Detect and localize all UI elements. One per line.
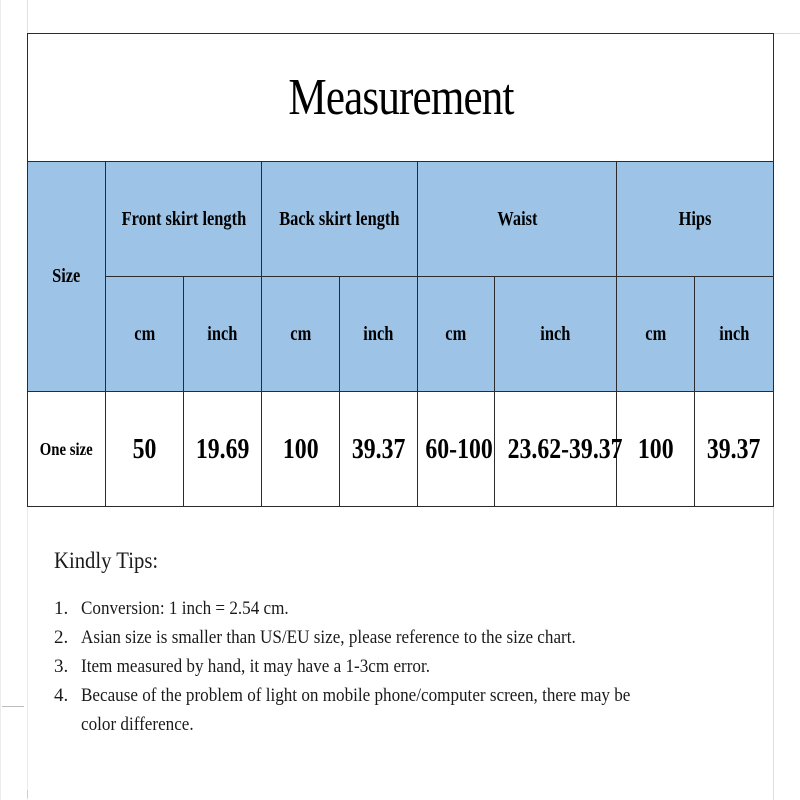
header-label: Back skirt length bbox=[279, 207, 400, 230]
cell-value: 60-100 bbox=[425, 432, 493, 465]
unit-label: inch bbox=[540, 322, 571, 345]
table-cell bbox=[340, 392, 418, 507]
size-value: One size bbox=[40, 438, 93, 459]
list-item bbox=[54, 623, 774, 652]
table-title-cell bbox=[57, 34, 743, 162]
unit-header bbox=[184, 277, 262, 392]
page-edge bbox=[27, 0, 28, 33]
margin-marker bbox=[27, 790, 28, 798]
tips-title bbox=[54, 548, 774, 574]
list-item bbox=[54, 681, 774, 739]
unit-label: inch bbox=[363, 322, 394, 345]
unit-label: cm bbox=[645, 322, 666, 345]
unit-header bbox=[418, 277, 495, 392]
unit-header bbox=[106, 277, 184, 392]
unit-label: cm bbox=[134, 322, 155, 345]
list-item bbox=[54, 594, 774, 623]
header-back-skirt-length bbox=[262, 162, 418, 277]
table-cell bbox=[617, 392, 695, 507]
tips-list bbox=[54, 594, 774, 739]
tips-title-text: Kindly Tips: bbox=[54, 548, 159, 573]
size-chart-table bbox=[27, 33, 774, 507]
list-item bbox=[54, 652, 774, 681]
list-text: Conversion: 1 inch = 2.54 cm. bbox=[81, 598, 289, 619]
table-title: Measurement bbox=[287, 69, 514, 126]
unit-header bbox=[495, 277, 617, 392]
list-number: 2. bbox=[54, 627, 69, 648]
unit-header bbox=[695, 277, 774, 392]
table-cell bbox=[695, 392, 774, 507]
cell-value: 50 bbox=[132, 432, 157, 465]
kindly-tips bbox=[54, 548, 774, 739]
list-number: 3. bbox=[54, 656, 69, 677]
margin-marker bbox=[2, 706, 24, 707]
unit-label: inch bbox=[718, 322, 750, 345]
row-size-label bbox=[28, 392, 106, 507]
header-front-skirt-length bbox=[106, 162, 262, 277]
title-row bbox=[28, 34, 774, 162]
cell-value: 19.69 bbox=[195, 432, 250, 465]
cell-value: 100 bbox=[637, 432, 674, 465]
table-cell bbox=[418, 392, 495, 507]
cell-value: 23.62-39.37 bbox=[507, 432, 623, 465]
table-cell bbox=[106, 392, 184, 507]
unit-header bbox=[617, 277, 695, 392]
list-text: Item measured by hand, it may have a 1-3cm error. bbox=[81, 656, 431, 677]
table-cell bbox=[184, 392, 262, 507]
table-cell bbox=[262, 392, 340, 507]
header-label: Waist bbox=[496, 207, 538, 230]
table-cell bbox=[495, 392, 623, 507]
list-number: 1. bbox=[54, 598, 69, 619]
list-text-continuation: color difference. bbox=[81, 714, 194, 735]
page-margin-line bbox=[0, 0, 1, 800]
unit-label: inch bbox=[207, 322, 238, 345]
unit-label: cm bbox=[445, 322, 467, 345]
list-text: Because of the problem of light on mobile phone/computer screen, there may be bbox=[81, 685, 631, 706]
header-label: Front skirt length bbox=[121, 207, 246, 230]
header-label: Hips bbox=[678, 207, 712, 230]
header-row-groups bbox=[28, 162, 774, 277]
size-header-label: Size bbox=[52, 265, 81, 287]
cell-value: 39.37 bbox=[707, 432, 761, 465]
list-text: Asian size is smaller than US/EU size, please reference to the size chart. bbox=[81, 627, 576, 648]
header-row-units bbox=[28, 277, 774, 392]
cell-value: 100 bbox=[282, 432, 319, 465]
header-waist bbox=[418, 162, 617, 277]
unit-header bbox=[262, 277, 340, 392]
unit-header bbox=[340, 277, 418, 392]
page-edge bbox=[773, 33, 800, 34]
unit-label: cm bbox=[290, 322, 311, 345]
list-number: 4. bbox=[54, 685, 69, 706]
size-header bbox=[28, 162, 106, 392]
table-row bbox=[28, 392, 774, 507]
header-hips bbox=[617, 162, 774, 277]
cell-value: 39.37 bbox=[351, 432, 406, 465]
page-edge bbox=[27, 506, 28, 800]
